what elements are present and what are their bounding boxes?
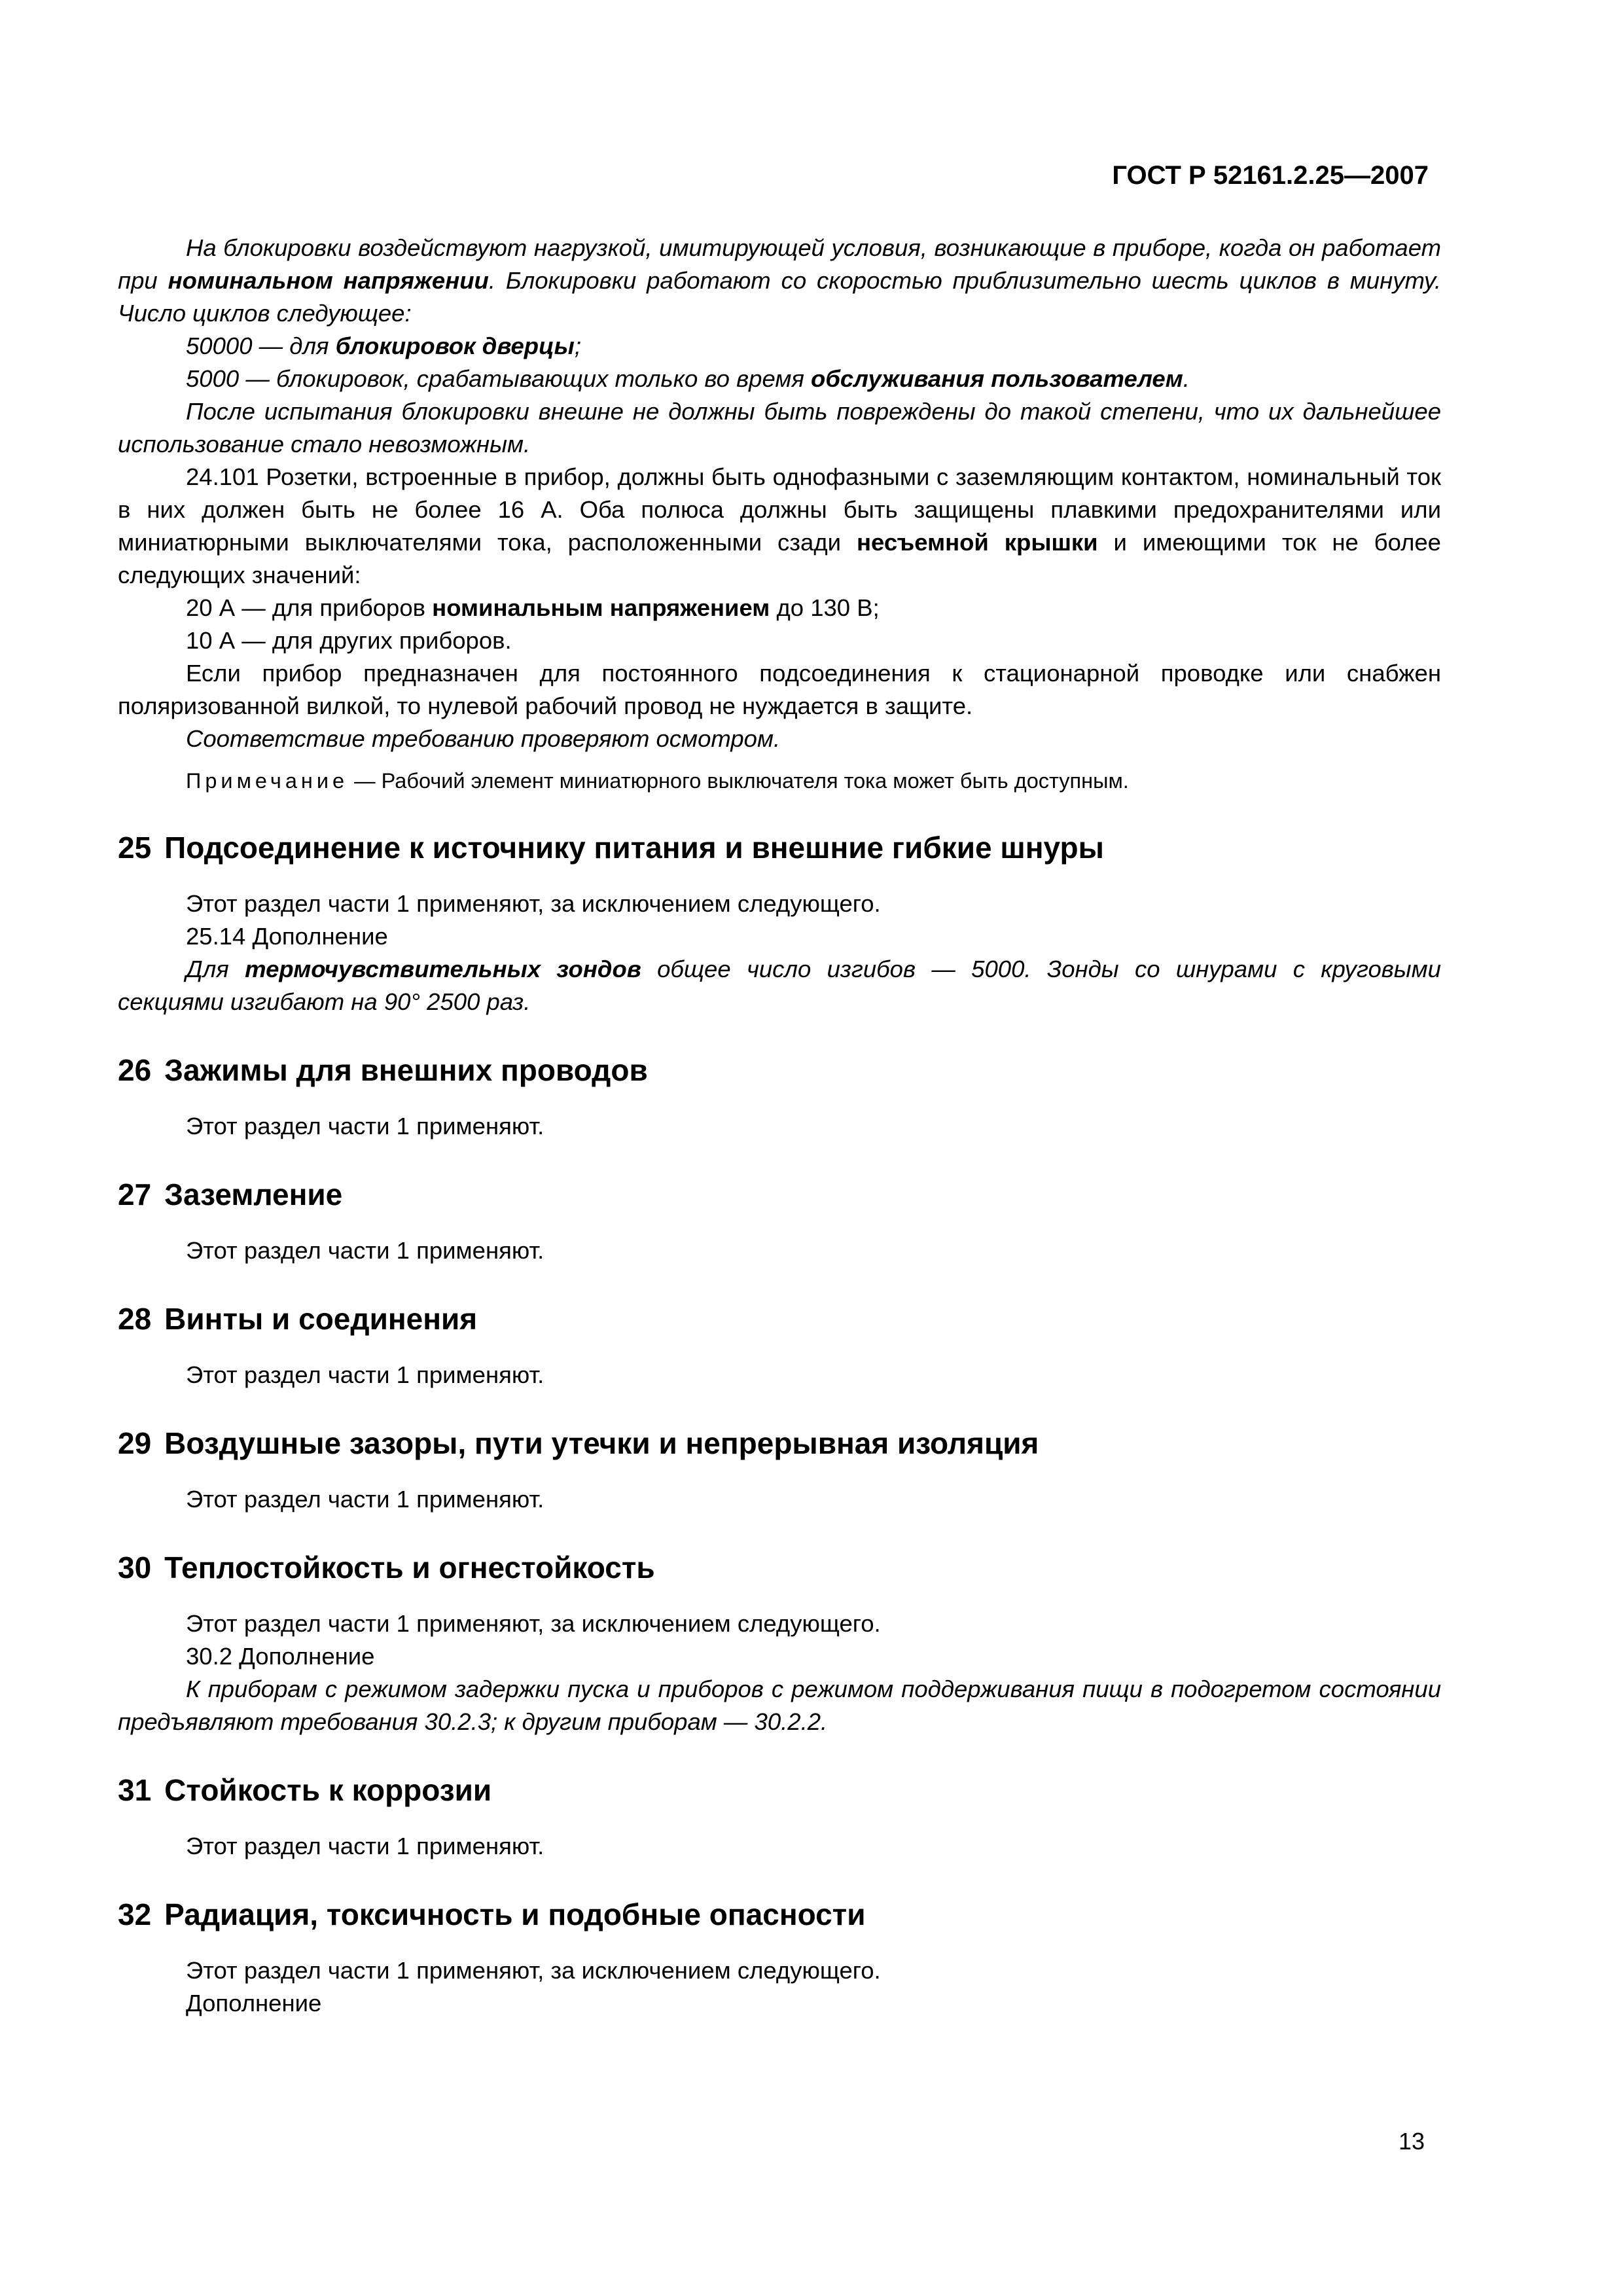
section-30-body: Этот раздел части 1 применяют, за исключением следующего. — [186, 1610, 881, 1637]
clause-24-101: 24.101 Розетки, встроенные в прибор, должны быть однофазными с заземляющим контактом, номинальный ток в них должен быть не более 16 А. Оба полюса должны быть защищены плавкими предохранителями или миниатюрными выключателями тока, расположенными сзади несъемной крышки и имеющими ток не более следующих значений: — [118, 463, 1441, 588]
page-content — [118, 232, 1441, 2020]
paragraph-after-test: После испытания блокировки внешне не должны быть повреждены до такой степени, что их дальнейшее использование стало невозможным. — [118, 398, 1441, 457]
section-27-body: Этот раздел части 1 применяют. — [186, 1237, 544, 1264]
list-item-user-maintenance: 5000 — блокировок, срабатывающих только во время обслуживания пользователем. — [186, 365, 1190, 392]
term-user-maintenance: обслуживания пользователем — [811, 365, 1183, 392]
section-heading-27: 27 Заземление — [118, 1177, 343, 1211]
section-29-body: Этот раздел части 1 применяют. — [186, 1486, 544, 1513]
section-heading-32: 32 Радиация, токсичность и подобные опасности — [118, 1897, 866, 1931]
compliance-check: Соответствие требованию проверяют осмотром. — [186, 725, 781, 752]
term-rated-voltage-2: номинальным напряжением — [432, 594, 770, 621]
section-heading-25: 25 Подсоединение к источнику питания и внешние гибкие шнуры — [118, 831, 1104, 865]
section-25-body: Этот раздел части 1 применяют, за исключением следующего. — [186, 890, 881, 917]
subclause-25-14: 25.14 Дополнение — [186, 923, 388, 950]
list-item-20a: 20 А — для приборов номинальным напряжением до 130 В; — [186, 594, 880, 621]
term-door-interlocks: блокировок дверцы — [335, 332, 575, 359]
paragraph-delayed-start: К приборам с режимом задержки пуска и приборов с режимом поддерживания пищи в подогретом состоянии предъявляют требования 30.2.3; к другим приборам — 30.2.2. — [118, 1676, 1441, 1735]
list-item-10a: 10 А — для других приборов. — [186, 627, 512, 654]
document-header: ГОСТ Р 52161.2.25—2007 — [1112, 161, 1429, 190]
subclause-30-2: 30.2 Дополнение — [186, 1643, 375, 1670]
section-heading-29: 29 Воздушные зазоры, пути утечки и непрерывная изоляция — [118, 1426, 1039, 1460]
term-temperature-probes: термочувствительных зондов — [245, 956, 641, 982]
section-32-body: Этот раздел части 1 применяют, за исключением следующего. — [186, 1957, 881, 1984]
section-heading-26: 26 Зажимы для внешних проводов — [118, 1053, 648, 1087]
term-rated-voltage: номинальном напряжении — [168, 267, 489, 294]
section-heading-30: 30 Теплостойкость и огнестойкость — [118, 1551, 655, 1585]
section-31-body: Этот раздел части 1 применяют. — [186, 1833, 544, 1859]
note — [118, 766, 1441, 796]
section-heading-28: 28 Винты и соединения — [118, 1302, 478, 1336]
section-32-addition: Дополнение — [186, 1990, 322, 2017]
paragraph-probes: Для термочувствительных зондов общее число изгибов — 5000. Зонды со шнурами с круговыми секциями изгибают на 90° 2500 раз. — [118, 956, 1441, 1015]
page-number: 13 — [1398, 2128, 1425, 2155]
section-26-body: Этот раздел части 1 применяют. — [186, 1113, 544, 1139]
section-heading-31: 31 Стойкость к коррозии — [118, 1773, 492, 1807]
list-item-door-interlocks: 50000 — для блокировок дверцы; — [186, 332, 581, 359]
term-non-detachable-cover: несъемной крышки — [856, 529, 1098, 556]
paragraph-fixed-wiring: Если прибор предназначен для постоянного подсоединения к стационарной проводке или снабжен поляризованной вилкой, то нулевой рабочий провод не нуждается в защите. — [118, 660, 1441, 719]
paragraph-interlock-test: На блокировки воздействуют нагрузкой, имитирующей условия, возникающие в приборе, когда он работает при номинальном напряжении. Блокировки работают со скоростью приблизительно шесть циклов в минуту. Число циклов следующее: — [118, 234, 1441, 327]
section-28-body: Этот раздел части 1 применяют. — [186, 1361, 544, 1388]
note-text: — Рабочий элемент миниатюрного выключателя тока может быть доступным. — [348, 769, 1129, 793]
note-label: Примечание — [186, 769, 349, 793]
